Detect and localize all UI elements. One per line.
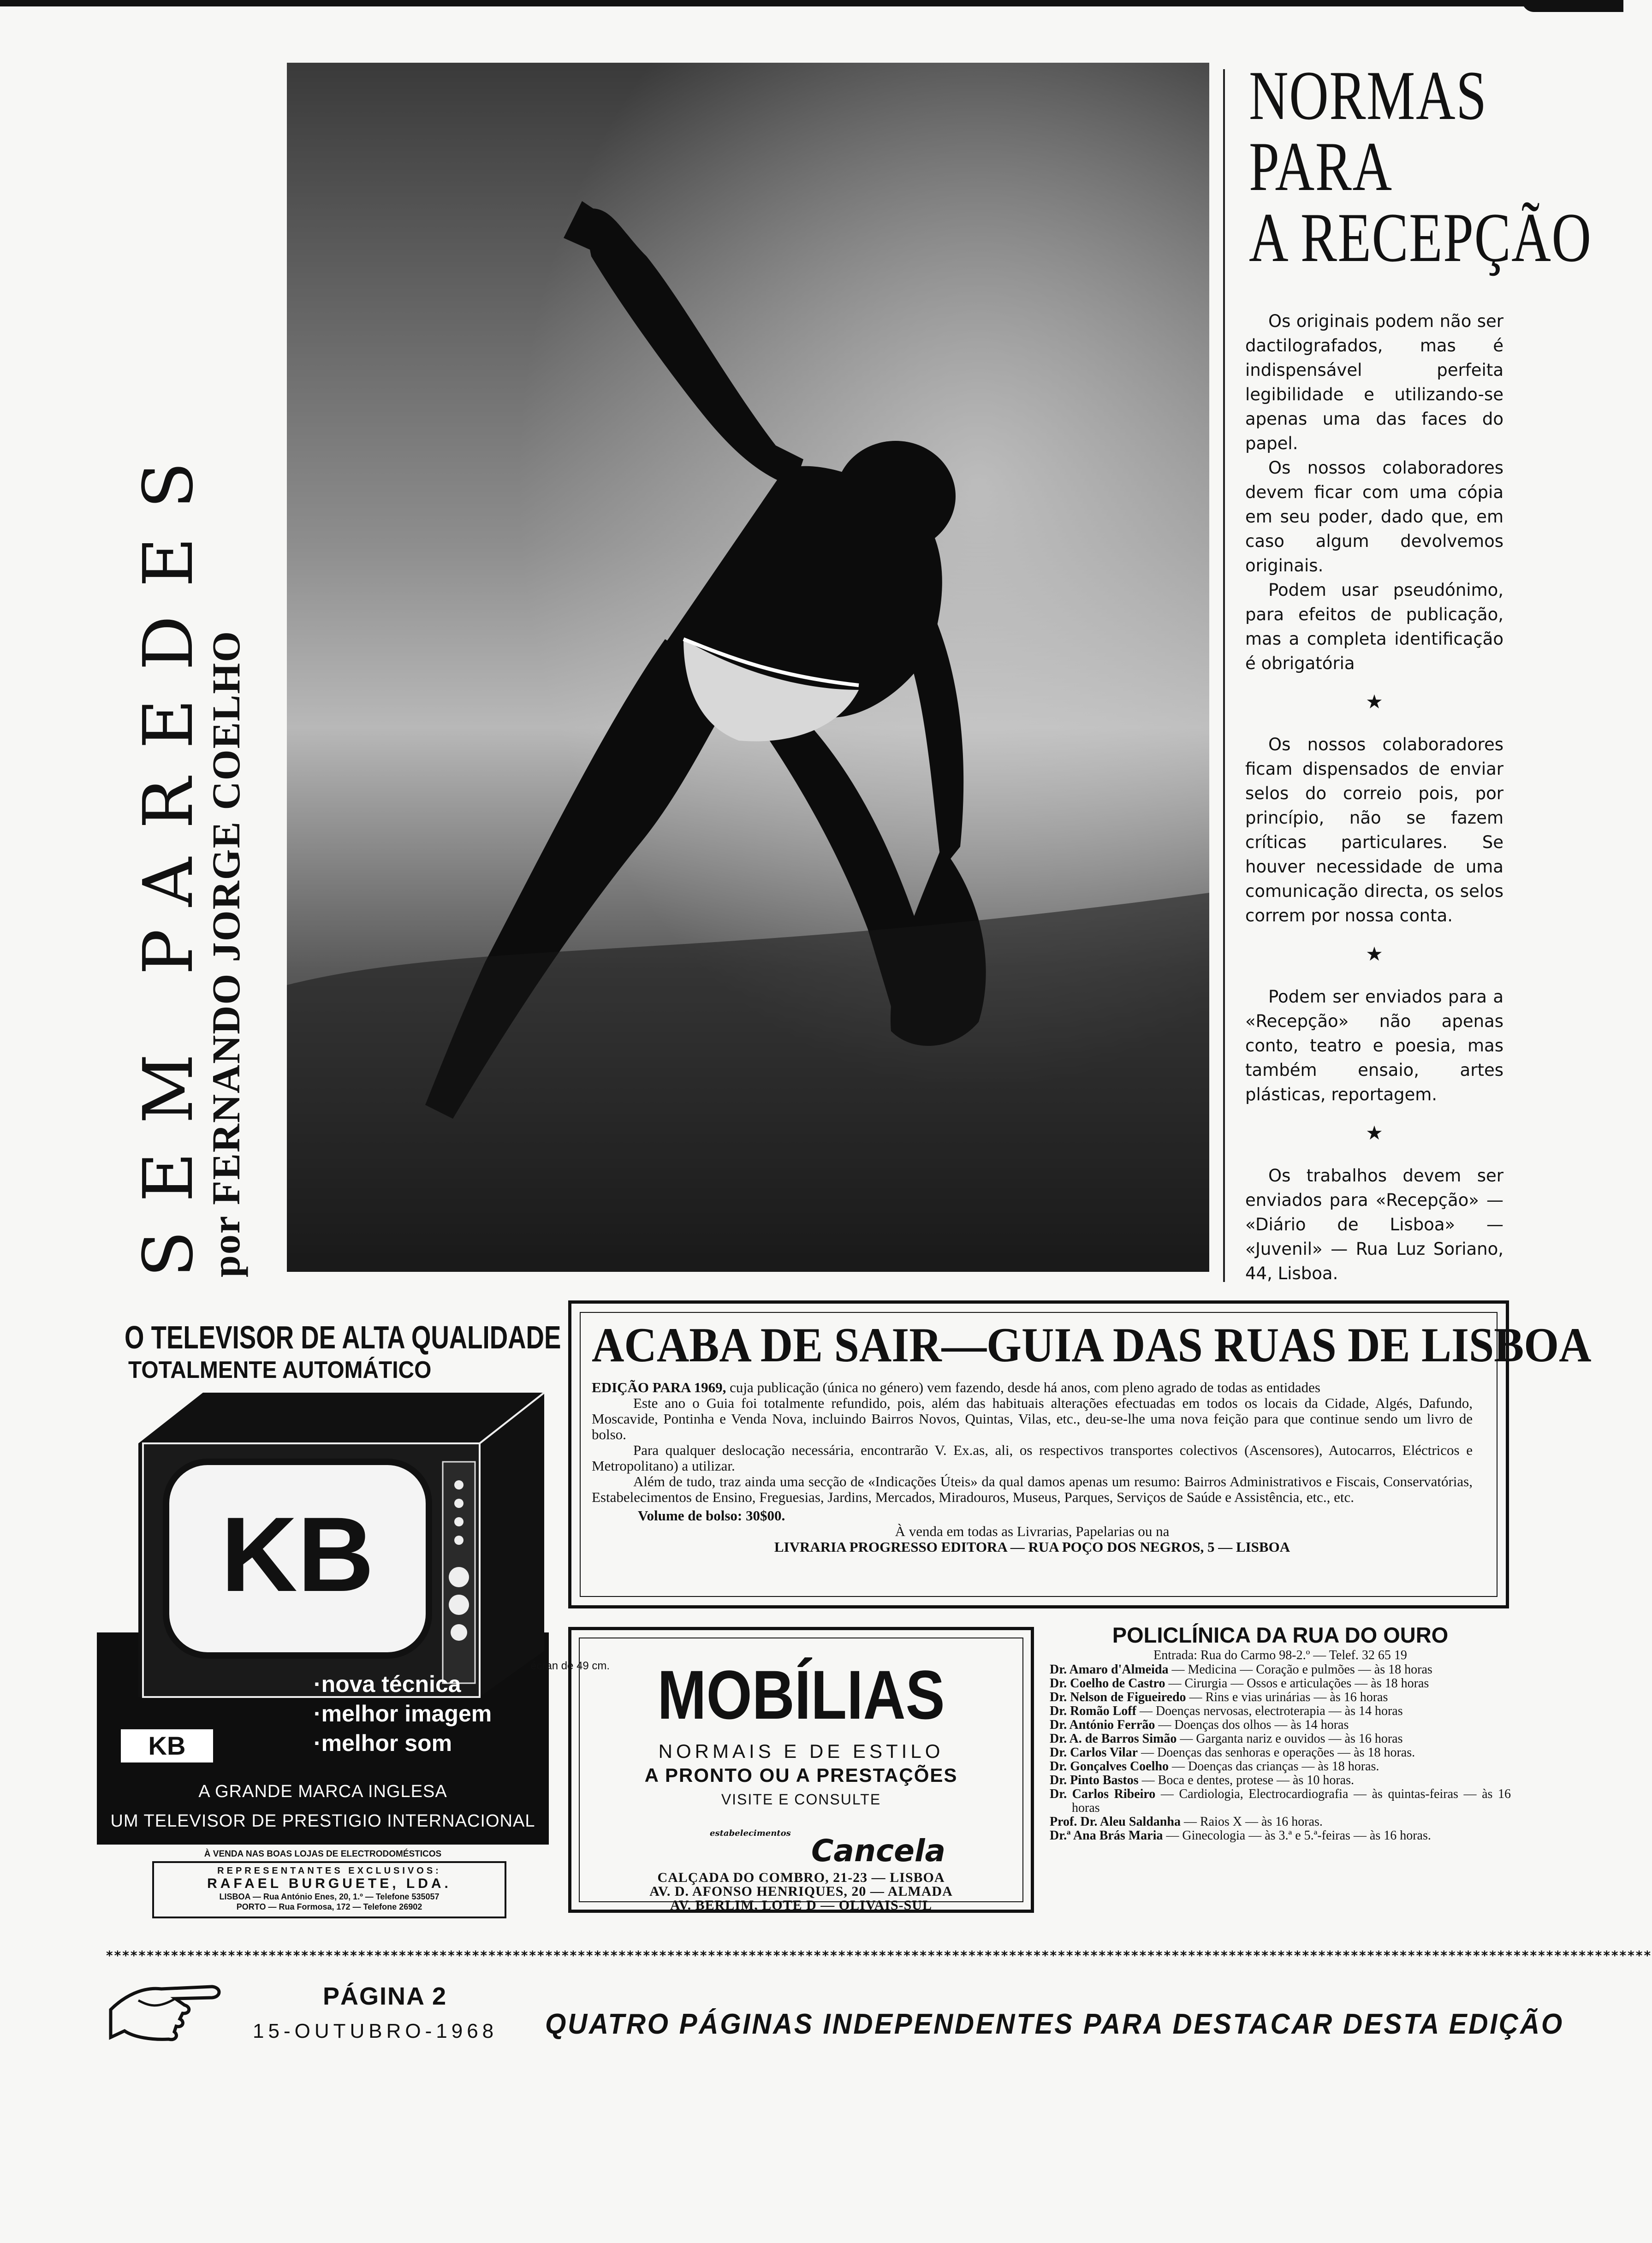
doctor-info: — Boca e dentes, protese — às 10 horas. xyxy=(1138,1773,1354,1787)
normas-paragraph: Podem usar pseudónimo, para efeitos de publicação, mas a completa identificação é obrigatória xyxy=(1245,580,1503,673)
doctor-info: — Medicina — Coração e pulmões — às 18 horas xyxy=(1168,1662,1432,1677)
doctor-entry xyxy=(1050,1815,1511,1829)
tv-ad-tagline: A GRANDE MARCA INGLESA xyxy=(198,1782,447,1801)
star-rule: ********************************************************************************************************************************************************************************************** xyxy=(106,1948,1652,1963)
doctor-info: — Cirurgia — Ossos e articulações — às 18 horas xyxy=(1165,1676,1429,1691)
pointing-hand-icon xyxy=(106,1968,226,2047)
normas-text xyxy=(1245,309,1503,1286)
normas-paragraph: Podem ser enviados para a «Recepção» não apenas conto, teatro e poesia, mas também ensaio, artes plásticas, reportagem. xyxy=(1245,987,1503,1104)
mobilias-addresses xyxy=(571,1871,1031,1912)
footer-banner: QUATRO PÁGINAS INDEPENDENTES PARA DESTACAR DESTA EDIÇÃO xyxy=(545,2008,1564,2040)
doctor-info: — Doenças dos olhos — às 14 horas xyxy=(1155,1718,1349,1732)
column-rule xyxy=(1223,69,1225,1282)
guia-paragraph: Além de tudo, traz ainda uma secção de «Indicações Úteis» da qual damos apenas um resumo: Bairros Administrativos e Fiscais, Conservatórias, Estabelecimentos de Ensino, Freguesias, Jardins, Mercados, Miradouros, Museus, Parques, Serviços de Saúde e Assistência, etc., etc. xyxy=(592,1473,1473,1505)
guia-edicao-text: cuja publicação (única no género) vem fazendo, desde há anos, com pleno agrado de todas as entidades xyxy=(726,1379,1320,1395)
doctor-info: — Garganta nariz e ouvidos — às 16 horas xyxy=(1177,1732,1403,1746)
doctor-name: Dr. António Ferrão xyxy=(1050,1718,1155,1732)
cancela-estab: estabelecimentos xyxy=(710,1828,791,1838)
doctor-name: Dr. Gonçalves Coelho xyxy=(1050,1759,1169,1774)
doctor-info: — Rins e vias urinárias — às 16 horas xyxy=(1186,1690,1388,1704)
top-corner-rule xyxy=(1522,0,1623,12)
guia-paragraph: Para qualquer deslocação necessária, encontrarão V. Ex.as, ali, os respectivos transportes colectivos (Ascensores), Autocarros, Eléctricos e Metropolitano) a utilizar. xyxy=(592,1442,1473,1474)
normas-title-line: NORMAS xyxy=(1249,57,1487,134)
rep-name: RAFAEL BURGUETE, LDA. xyxy=(207,1876,452,1891)
doctor-name: Dr. Coelho de Castro xyxy=(1050,1676,1165,1691)
doctor-entry xyxy=(1050,1663,1511,1677)
guia-title: ACABA DE SAIR—GUIA DAS RUAS DE LISBOA xyxy=(592,1318,1592,1372)
tv-ad-tagline-2: UM TELEVISOR DE PRESTIGIO INTERNACIONAL xyxy=(110,1811,535,1831)
guia-ad xyxy=(568,1300,1592,1608)
kb-badge: KB xyxy=(121,1729,213,1762)
dancer-photo xyxy=(287,63,1209,1272)
rep-label: REPRESENTANTES EXCLUSIVOS: xyxy=(217,1866,441,1876)
side-title xyxy=(129,433,258,1277)
doctor-name: Dr.ª Ana Brás Maria xyxy=(1050,1828,1163,1843)
guia-venda: À venda em todas as Livrarias, Papelarias ou na xyxy=(895,1523,1170,1539)
doctor-entry xyxy=(1050,1829,1511,1843)
tv-feature: ·melhor imagem xyxy=(314,1701,492,1727)
doctor-entry xyxy=(1050,1718,1511,1732)
doctor-name: Dr. Romão Loff xyxy=(1050,1704,1136,1718)
guia-body xyxy=(592,1380,1473,1555)
mobilias-address: AV. BERLIM, LOTE D — OLIVAIS-SUL xyxy=(670,1898,932,1913)
doctor-info: — Doenças nervosas, electroterapia — às 14 horas xyxy=(1136,1704,1403,1718)
mobilias-address: AV. D. AFONSO HENRIQUES, 20 — ALMADA xyxy=(649,1884,953,1899)
rep-lisboa: LISBOA — Rua António Enes, 20, 1.º — Telefone 535057 xyxy=(219,1892,440,1901)
mobilias-title: MOBÍLIAS xyxy=(657,1656,945,1733)
doctor-name: Dr. Carlos Ribeiro xyxy=(1050,1787,1156,1801)
guia-paragraph: Este ano o Guia foi totalmente refundido, pois, além das habituais alterações efectuadas em todos os locais da Cidade, Algés, Dafundo, Moscavide, Pontinha e Venda Nova, incluindo Bairros Novos, Quintas, Vilas, etc., deu-se-lhe uma nova feição para que continue sendo um livro de bolso. xyxy=(592,1395,1473,1442)
tv-ad-subhead: TOTALMENTE AUTOMÁTICO xyxy=(128,1357,432,1383)
guia-edicao: EDIÇÃO PARA 1969, xyxy=(592,1379,726,1395)
doctor-name: Dr. Nelson de Figueiredo xyxy=(1050,1690,1186,1704)
normas-title xyxy=(1249,57,1592,276)
tv-ad-header xyxy=(125,1319,561,1384)
policlinica-title: POLICLÍNICA DA RUA DO OURO xyxy=(1112,1623,1449,1647)
doctor-info: — Doenças das crianças — às 18 horas. xyxy=(1168,1759,1379,1774)
guia-volume: Volume de bolso: 30$00. xyxy=(638,1507,785,1524)
normas-paragraph: Os originais podem não ser dactilografados, mas é indispensável perfeita legibilidade e utilizando-se apenas uma das faces do papel. xyxy=(1245,311,1503,453)
doctor-name: Dr. Carlos Vilar xyxy=(1050,1745,1138,1760)
guia-livraria: LIVRARIA PROGRESSO EDITORA — RUA POÇO DOS NEGROS, 5 — LISBOA xyxy=(774,1539,1290,1555)
normas-title-line: A RECEPÇÃO xyxy=(1249,199,1592,276)
rep-porto: PORTO — Rua Formosa, 172 — Telefone 26902 xyxy=(236,1902,422,1911)
doctor-entry xyxy=(1050,1746,1511,1760)
tv-screen-brand: KB xyxy=(220,1495,374,1614)
doctor-info: — Cardiologia, Electrocardiografia — às quintas-feiras — às 16 horas xyxy=(1072,1787,1511,1815)
normas-title-line: PARA xyxy=(1249,128,1393,205)
doctor-name: Prof. Dr. Aleu Saldanha xyxy=(1050,1815,1181,1829)
normas-paragraph: Os nossos colaboradores ficam dispensados de enviar selos do correio pois, por princípio, não se fazem críticas particulares. Se houver necessidade de uma comunicação directa, os selos correm por nossa conta. xyxy=(1245,735,1503,926)
tv-screen-size: écran de 49 cm. xyxy=(530,1660,610,1672)
tv-feature: ·melhor som xyxy=(314,1730,452,1756)
side-title-main: SEM PAREDES xyxy=(129,433,208,1277)
tv-ad-sold-at: À VENDA NAS BOAS LOJAS DE ELECTRODOMÉSTICOS xyxy=(204,1849,442,1859)
top-rule xyxy=(0,0,1623,6)
doctor-name: Dr. Pinto Bastos xyxy=(1050,1773,1139,1787)
mobilias-ad xyxy=(568,1627,1034,1913)
policlinica-ad xyxy=(1050,1622,1511,1843)
policlinica-entrada: Entrada: Rua do Carmo 98-2.º — Telef. 32 65 19 xyxy=(1153,1648,1407,1662)
normas-paragraph: Os trabalhos devem ser enviados para «Recepção» — «Diário de Lisboa» — «Juvenil» — Rua Luz Soriano, 44, Lisboa. xyxy=(1245,1166,1503,1283)
doctor-name: Dr. A. de Barros Simão xyxy=(1050,1732,1177,1746)
tv-ad-features xyxy=(314,1669,492,1758)
star-divider: ★ xyxy=(1366,1122,1383,1144)
doctor-entry xyxy=(1050,1774,1511,1787)
doctor-entry xyxy=(1050,1691,1511,1704)
doctor-entry xyxy=(1050,1677,1511,1691)
tv-ad-headline: O TELEVISOR DE ALTA QUALIDADE xyxy=(125,1319,561,1355)
mobilias-line-4: VISITE E CONSULTE xyxy=(721,1791,881,1808)
doctor-entry xyxy=(1050,1760,1511,1774)
normas-paragraph: Os nossos colaboradores devem ficar com uma cópia em seu poder, dado que, em caso algum devolvemos originais. xyxy=(1245,458,1503,576)
page-number: PÁGINA 2 xyxy=(323,1982,447,2010)
side-title-byline: por FERNANDO JORGE COELHO xyxy=(204,630,248,1277)
doctor-name: Dr. Amaro d'Almeida xyxy=(1050,1662,1169,1677)
doctor-info: — Doenças das senhoras e operações — às 18 horas. xyxy=(1138,1745,1415,1760)
mobilias-line-2: NORMAIS E DE ESTILO xyxy=(658,1740,944,1762)
mobilias-line-3: A PRONTO OU A PRESTAÇÕES xyxy=(644,1764,958,1786)
doctor-entry xyxy=(1050,1787,1511,1815)
edition-date: 15-OUTUBRO-1968 xyxy=(253,2020,498,2042)
tv-feature: ·nova técnica xyxy=(314,1671,461,1697)
cancela-logo: Cancela xyxy=(811,1833,946,1869)
tv-ad-representative xyxy=(152,1861,506,1918)
star-divider: ★ xyxy=(1366,690,1383,713)
doctor-info: — Ginecologia — às 3.ª e 5.ª-feiras — às 16 horas. xyxy=(1163,1828,1431,1843)
mobilias-address: CALÇADA DO COMBRO, 21-23 — LISBOA xyxy=(657,1870,945,1885)
doctor-list xyxy=(1050,1663,1511,1843)
doctor-entry xyxy=(1050,1732,1511,1746)
doctor-entry xyxy=(1050,1704,1511,1718)
star-divider: ★ xyxy=(1366,943,1383,965)
doctor-info: — Raios X — às 16 horas. xyxy=(1180,1815,1323,1829)
